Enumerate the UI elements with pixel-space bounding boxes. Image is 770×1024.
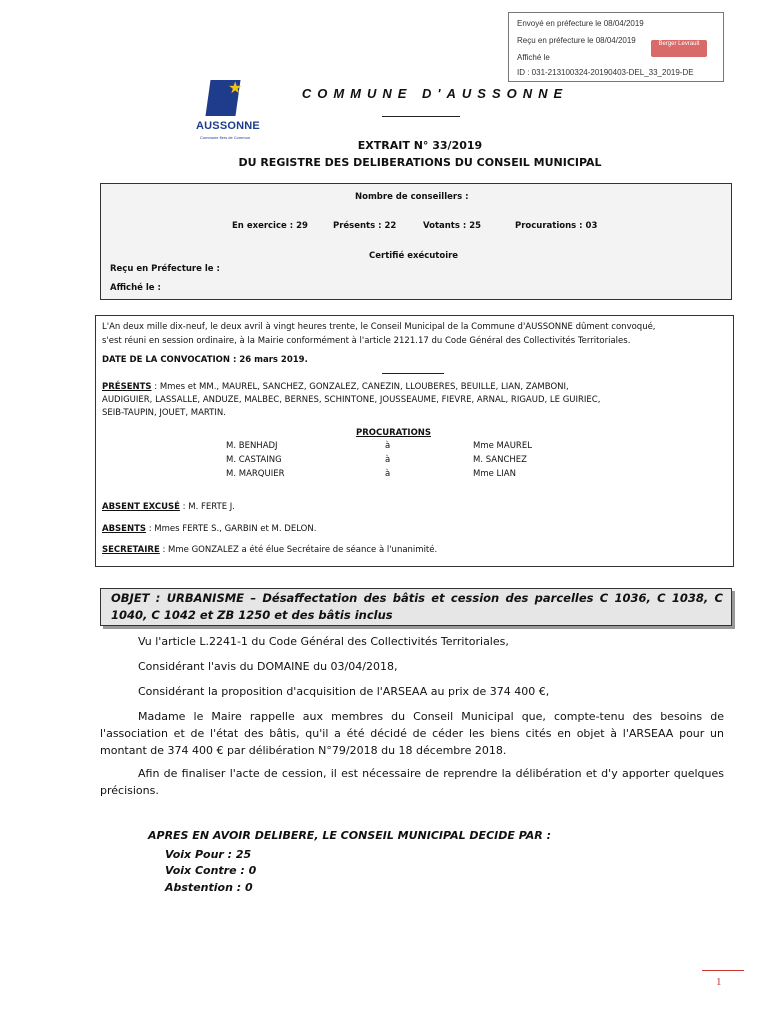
- stamp-recu: Reçu en préfecture le 08/04/2019: [517, 36, 636, 45]
- madame-le-maire-paragraph: Madame le Maire rappelle aux membres du Conseil Municipal que, compte-tenu des besoins de l'association et de l'état des bâtis, qu'il a été décidé de céder les biens cités en objet à l'ARSEAA pour un montant de 374 400 € par délibération N°79/2018 du 18 décembre 2018.: [100, 710, 724, 757]
- presents-line-3: SEIB-TAUPIN, JOUET, MARTIN.: [102, 408, 226, 418]
- presents-count: Présents : 22: [333, 221, 397, 231]
- procuration-to-2: M. SANCHEZ: [473, 455, 527, 465]
- apres-deliberation: APRES EN AVOIR DELIBERE, LE CONSEIL MUNICIPAL DECIDE PAR :: [148, 829, 551, 842]
- presents-line-2: AUDIGUIER, LASSALLE, ANDUZE, MALBEC, BERNES, SCHINTONE, JOUSSEAUME, FIEVRE, ARNAL, RIGAUD, LE GUIRIEC,: [102, 395, 601, 405]
- voix-contre: Voix Contre : 0: [165, 864, 257, 877]
- conseillers-box: [100, 183, 732, 300]
- registre-title: DU REGISTRE DES DELIBERATIONS DU CONSEIL MUNICIPAL: [238, 156, 602, 169]
- secretaire-value: : Mme GONZALEZ a été élue Secrétaire de séance à l'unanimité.: [159, 545, 438, 555]
- certifie-executoire: Certifié exécutoire: [369, 251, 459, 261]
- objet-text: OBJET : URBANISME – Désaffectation des bâtis et cession des parcelles C 1036, C 1038, C 1040, C 1042 et ZB 1250 et des bâtis inclus: [111, 591, 723, 622]
- separator-line: [382, 373, 444, 374]
- procurations-count: Procurations : 03: [515, 221, 598, 231]
- commune-title: COMMUNE D'AUSSONNE: [301, 86, 569, 101]
- objet-box: [100, 588, 732, 626]
- absents-label: ABSENTS: [102, 524, 147, 534]
- secretaire-label: SECRETAIRE: [102, 545, 160, 555]
- seance-box: [95, 315, 734, 567]
- intro-line-1: L'An deux mille dix-neuf, le deux avril à vingt heures trente, le Conseil Municipal de la Commune d'AUSSONNE dûment convoqué,: [102, 322, 656, 332]
- conseillers-title: Nombre de conseillers :: [355, 192, 469, 202]
- procuration-a-2: à: [385, 455, 391, 465]
- procurations-title: PROCURATIONS: [356, 428, 432, 438]
- logo-name: AUSSONNE: [196, 120, 260, 132]
- recu-prefecture: Reçu en Préfecture le :: [110, 264, 220, 274]
- absent-excuse-line: [102, 502, 235, 512]
- procuration-a-1: à: [385, 441, 391, 451]
- date-convocation: DATE DE LA CONVOCATION : 26 mars 2019.: [102, 355, 308, 365]
- considerant-arseaa: Considérant la proposition d'acquisition de l'ARSEAA au prix de 374 400 €,: [138, 685, 550, 698]
- en-exercice: En exercice : 29: [232, 221, 308, 231]
- absent-excuse-value: : M. FERTE J.: [179, 502, 236, 512]
- page-number: 1: [716, 976, 722, 988]
- presents-label: PRÉSENTS: [102, 382, 152, 392]
- star-icon: ★: [228, 80, 243, 97]
- berger-levrault-badge: Berger Levrault: [651, 40, 707, 57]
- stamp-envoye: Envoyé en préfecture le 08/04/2019: [517, 19, 644, 28]
- abstention: Abstention : 0: [165, 881, 253, 894]
- title-underline: [382, 116, 460, 117]
- afin-paragraph: Afin de finaliser l'acte de cession, il est nécessaire de reprendre la délibération et d'y apporter quelques précisions.: [100, 767, 724, 797]
- procuration-to-1: Mme MAUREL: [473, 441, 532, 451]
- procuration-to-3: Mme LIAN: [473, 469, 516, 479]
- absents-value: : Mmes FERTE S., GARBIN et M. DELON.: [146, 524, 317, 534]
- affiche-le: Affiché le :: [110, 283, 161, 293]
- extrait-number: EXTRAIT N° 33/2019: [357, 139, 483, 152]
- intro-line-2: s'est réuni en session ordinaire, à la Mairie conformément à l'article 2121.17 du Code Général des Collectivités Territoriales.: [102, 336, 631, 346]
- procuration-from-2: M. CASTAING: [226, 455, 282, 465]
- logo-tagline: Commune fiers de Commun: [200, 135, 251, 140]
- considerant-domaine: Considérant l'avis du DOMAINE du 03/04/2018,: [138, 660, 398, 673]
- secretaire-line: [102, 545, 437, 555]
- stamp-id: ID : 031-213100324-20190403-DEL_33_2019-DE: [517, 68, 694, 77]
- absents-line: [102, 524, 316, 534]
- presents-names-1: : Mmes et MM., MAUREL, SANCHEZ, GONZALEZ, CANEZIN, LLOUBERES, BEUILLE, LIAN, ZAMBONI,: [151, 382, 569, 392]
- procuration-from-1: M. BENHADJ: [226, 441, 278, 451]
- extrait-heading: [200, 137, 640, 171]
- votants-count: Votants : 25: [423, 221, 482, 231]
- procuration-from-3: M. MARQUIER: [226, 469, 285, 479]
- stamp-affiche: Affiché le: [517, 53, 550, 62]
- voix-pour: Voix Pour : 25: [165, 848, 252, 861]
- presents-line-1: [102, 382, 569, 392]
- vu-article: Vu l'article L.2241-1 du Code Général des Collectivités Territoriales,: [138, 635, 509, 648]
- absent-excuse-label: ABSENT EXCUSÉ: [102, 502, 180, 512]
- page-number-rule: [702, 970, 744, 971]
- prefecture-stamp: [508, 12, 724, 82]
- procuration-a-3: à: [385, 469, 391, 479]
